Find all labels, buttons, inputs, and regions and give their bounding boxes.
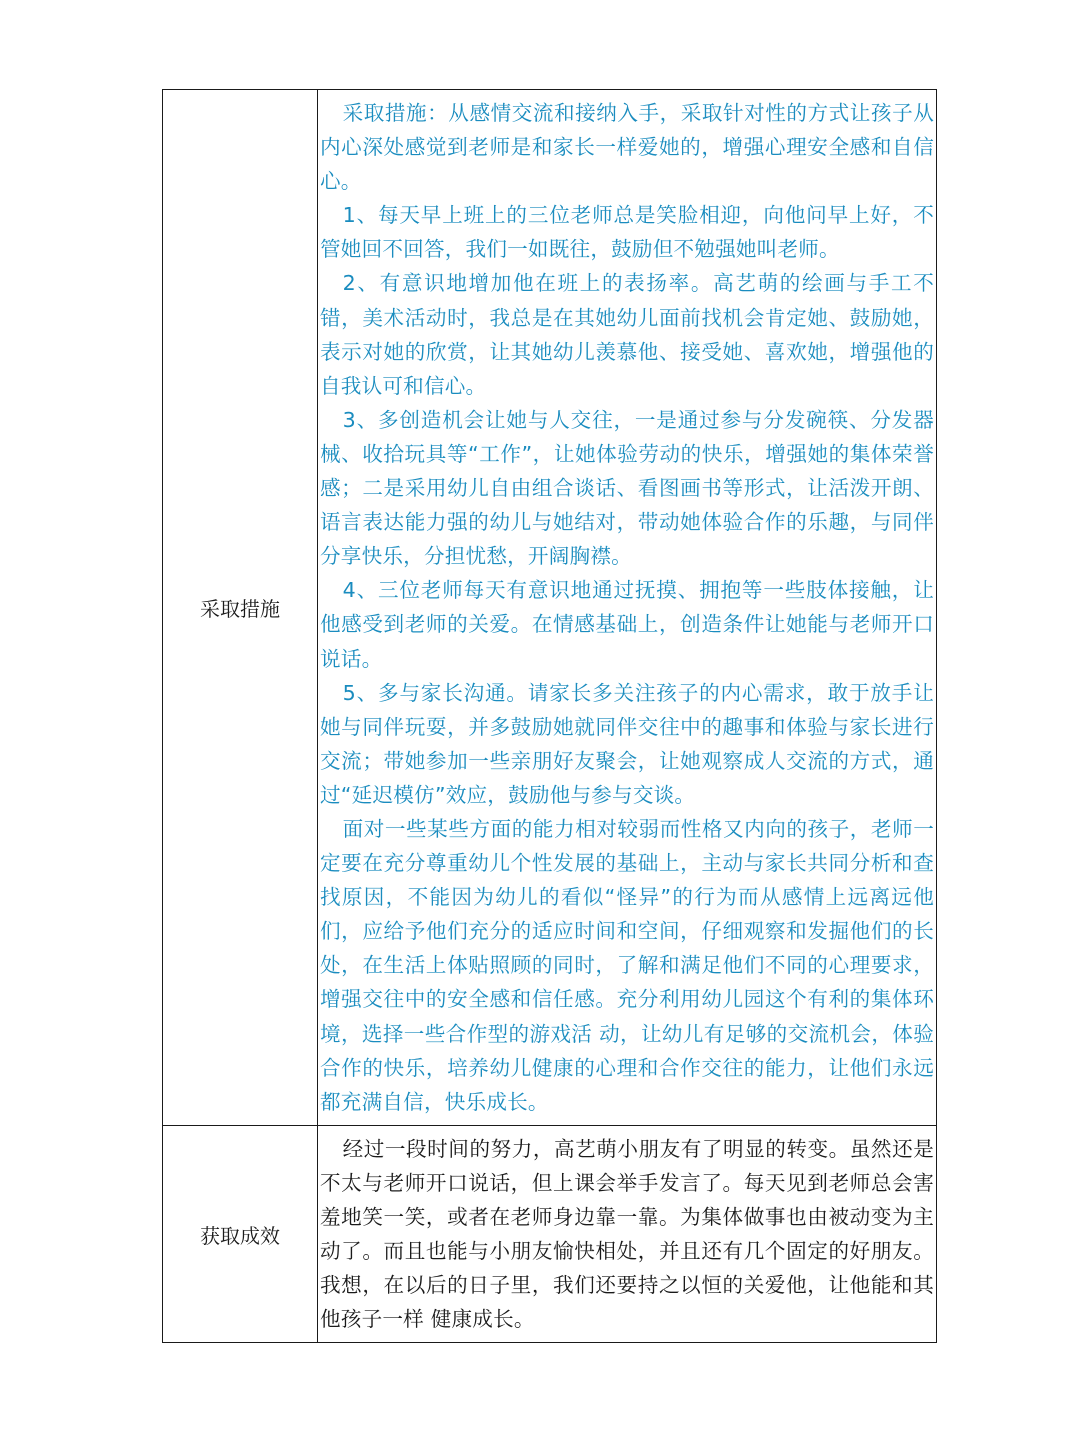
results-label: 获取成效 [163, 1125, 318, 1343]
results-row [163, 1125, 937, 1343]
results-paragraph: 经过一段时间的努力，高艺萌小朋友有了明显的转变。虽然还是不太与老师开口说话，但上课会举手发言了。每天见到老师总会害羞地笑一笑，或者在老师身边靠一靠。为集体做事也由被动变为主动了。而且也能与小朋友愉快相处，并且还有几个固定的好朋友。我想，在以后的日子里，我们还要持之以恒的关爱他，让他能和其他孩子一样 健康成长。 [320, 1136, 934, 1332]
measures-row [163, 90, 937, 1126]
measures-intro-paragraph: 采取措施：从感情交流和接纳入手，采取针对性的方式让孩子从内心深处感觉到老师是和家长一样爱她的，增强心理安全感和自信心。 [320, 101, 934, 194]
measures-label: 采取措施 [163, 90, 318, 1126]
results-content [318, 1125, 937, 1343]
measures-content [318, 90, 937, 1126]
case-record-table [162, 89, 937, 1343]
measures-summary-paragraph: 面对一些某些方面的能力相对较弱而性格又内向的孩子，老师一定要在充分尊重幼儿个性发展的基础上，主动与家长共同分析和查找原因，不能因为幼儿的看似“怪异”的行为而从感情上远离远他们，应给予他们充分的适应时间和空间，仔细观察和发掘他们的长处，在生活上体贴照顾的同时，了解和满足他们不同的心理要求，增强交往中的安全感和信任感。充分利用幼儿园这个有利的集体环境，选择一些合作型的游戏活 动，让幼儿有足够的交流机会，体验合作的快乐，培养幼儿健康的心理和合作交往的能力，让他们永远都充满自信，快乐成长。 [320, 816, 934, 1114]
measures-item-3: 3、多创造机会让她与人交往，一是通过参与分发碗筷、分发器械、收拾玩具等“工作”，让她体验劳动的快乐，增强她的集体荣誉感；二是采用幼儿自由组合谈话、看图画书等形式，让活泼开朗、语言表达能力强的幼儿与她结对，带动她体验合作的乐趣，与同伴分享快乐，分担忧愁，开阔胸襟。 [320, 407, 934, 569]
measures-item-2: 2、有意识地增加他在班上的表扬率。高艺萌的绘画与手工不错，美术活动时，我总是在其她幼儿面前找机会肯定她、鼓励她，表示对她的欣赏，让其她幼儿羡慕他、接受她、喜欢她，增强他的自我认可和信心。 [320, 271, 934, 398]
measures-item-1: 1、每天早上班上的三位老师总是笑脸相迎，向他问早上好，不管她回不回答，我们一如既往，鼓励但不勉强她叫老师。 [320, 203, 934, 262]
measures-item-4: 4、三位老师每天有意识地通过抚摸、拥抱等一些肢体接触，让他感受到老师的关爱。在情感基础上，创造条件让她能与老师开口说话。 [320, 578, 934, 671]
measures-item-5: 5、多与家长沟通。请家长多关注孩子的内心需求，敢于放手让她与同伴玩耍，并多鼓励她就同伴交往中的趣事和体验与家长进行交流；带她参加一些亲朋好友聚会，让她观察成人交流的方式，通过“延迟模仿”效应，鼓励他与参与交谈。 [320, 680, 934, 807]
